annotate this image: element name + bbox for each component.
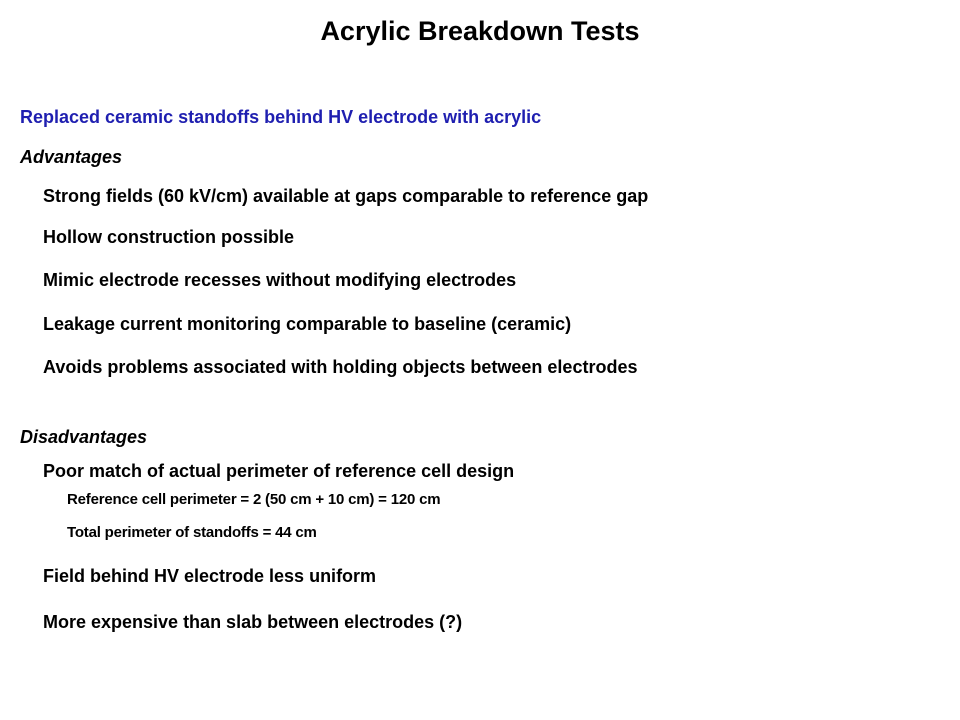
advantage-item: Mimic electrode recesses without modifying electrodes — [43, 270, 517, 290]
advantage-item: Hollow construction possible — [43, 227, 295, 247]
page-title: Acrylic Breakdown Tests — [320, 16, 640, 46]
advantages-heading: Advantages — [20, 147, 123, 167]
disadvantage-item: Poor match of actual perimeter of reference cell design — [43, 461, 515, 481]
headline: Replaced ceramic standoffs behind HV electrode with acrylic — [20, 107, 542, 127]
advantage-item: Avoids problems associated with holding objects between electrodes — [43, 357, 638, 377]
sub-item: Total perimeter of standoffs = 44 cm — [67, 524, 317, 541]
disadvantages-heading: Disadvantages — [20, 427, 148, 447]
sub-item: Reference cell perimeter = 2 (50 cm + 10 cm) = 120 cm — [67, 491, 441, 508]
advantage-item: Strong fields (60 kV/cm) available at gaps comparable to reference gap — [43, 186, 649, 206]
disadvantage-item: Field behind HV electrode less uniform — [43, 566, 377, 586]
advantage-item: Leakage current monitoring comparable to baseline (ceramic) — [43, 314, 572, 334]
disadvantage-item: More expensive than slab between electrodes (?) — [43, 612, 463, 632]
